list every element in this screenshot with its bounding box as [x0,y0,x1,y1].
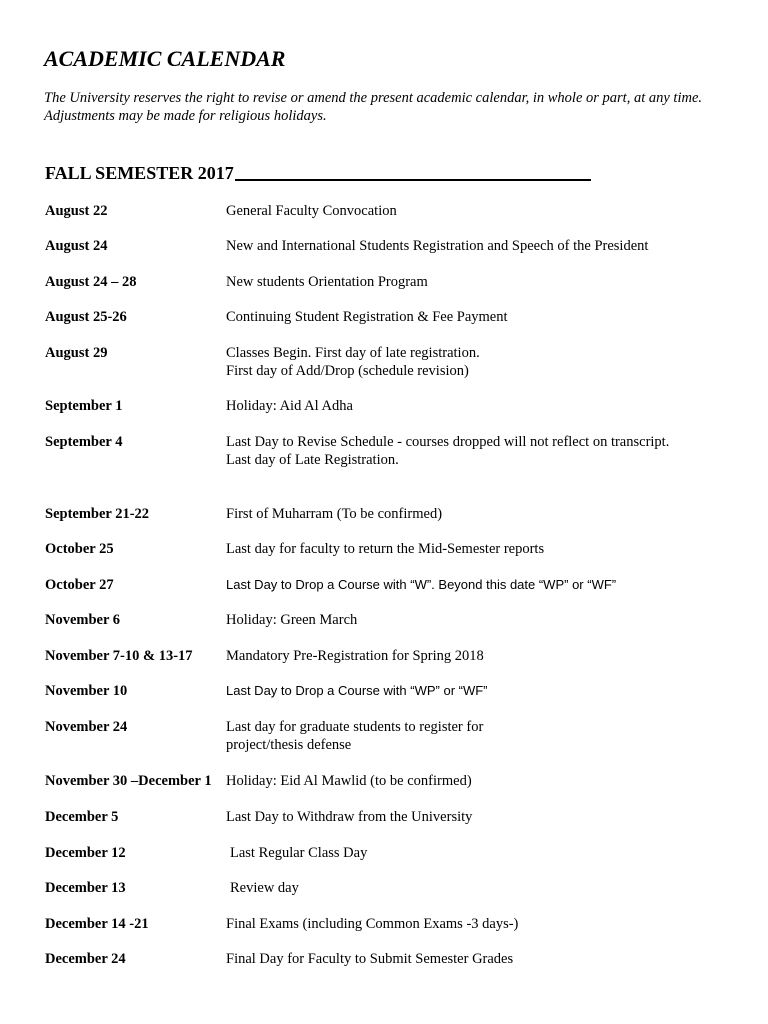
event-line: New students Orientation Program [226,274,428,290]
entry-date: November 24 [45,719,128,735]
entry-event [226,505,442,523]
entry-event [226,772,472,790]
entry-date: October 25 [45,541,114,557]
event-line: First of Muharram (To be confirmed) [226,506,443,522]
entry-date: December 13 [45,880,126,896]
page-title: ACADEMIC CALENDAR [44,46,286,71]
event-line: Final Day for Faculty to Submit Semester Grades [226,951,514,967]
disclaimer-text [44,90,754,125]
entry-date: December 12 [45,845,126,861]
entry-date: November 10 [45,683,128,699]
entry-event [226,397,353,415]
entry-date: August 24 [45,238,108,254]
entry-date: August 29 [45,345,108,361]
entry-event [226,950,513,968]
event-line: Review day [230,880,299,896]
entry-date: November 6 [45,612,121,628]
heading-underline [235,179,591,181]
entry-event [226,682,488,700]
event-line: First day of Add/Drop (schedule revision) [226,363,469,379]
event-line: project/thesis defense [226,737,352,753]
semester-heading [45,163,591,184]
entry-date: August 22 [45,203,108,219]
entry-event [226,879,299,897]
entry-event [226,844,367,862]
entry-date: October 27 [45,577,114,593]
entry-event [226,433,669,469]
event-line: Last Day to Withdraw from the University [226,809,473,825]
event-line: Classes Begin. First day of late registration. [226,345,480,361]
event-line: Last Day to Revise Schedule - courses dropped will not reflect on transcript. [226,434,670,450]
entry-event [226,611,357,629]
event-line: Last day for faculty to return the Mid-Semester reports [226,541,545,557]
event-line: Final Exams (including Common Exams -3 days-) [226,916,519,932]
event-line: Continuing Student Registration & Fee Payment [226,309,508,325]
entry-date: November 7-10 & 13-17 [45,648,193,664]
entry-date: August 24 – 28 [45,274,137,290]
semester-heading-text: FALL SEMESTER 2017 [45,163,234,183]
entry-event [226,808,472,826]
event-line: New and International Students Registration and Speech of the President [226,238,649,254]
entry-date: August 25-26 [45,309,127,325]
entry-date: September 21-22 [45,506,150,522]
entry-event [226,308,508,326]
entry-event [226,718,483,754]
entry-event [226,273,428,291]
entry-date: December 5 [45,809,119,825]
event-line: Mandatory Pre-Registration for Spring 2018 [226,648,484,664]
event-line: Holiday: Eid Al Mawlid (to be confirmed) [226,773,472,789]
entry-event [226,915,518,933]
entry-date: September 4 [45,434,123,450]
event-line: Last Day to Drop a Course with “WP” or “WF” [226,683,488,698]
disclaimer-line-1: The University reserves the right to revise or amend the present academic calendar, in whole or part, at any time. [44,90,703,106]
entry-date: November 30 –December 1 [45,773,212,789]
entry-event [226,344,480,380]
entry-date: December 14 -21 [45,916,149,932]
event-line: Holiday: Green March [226,612,358,628]
entry-event [226,576,616,594]
entry-event [226,237,648,255]
event-line: Last day for graduate students to register for [226,719,484,735]
entry-event [226,647,484,665]
event-line: Last Regular Class Day [230,845,368,861]
entry-date: September 1 [45,398,123,414]
event-line: Last day of Late Registration. [226,452,399,468]
event-line: Last Day to Drop a Course with “W”. Beyond this date “WP” or “WF” [226,577,617,592]
entry-event [226,540,544,558]
entry-event [226,202,397,220]
event-line: Holiday: Aid Al Adha [226,398,353,414]
event-line: General Faculty Convocation [226,203,397,219]
disclaimer-line-2: Adjustments may be made for religious holidays. [44,107,327,124]
entry-date: December 24 [45,951,126,967]
